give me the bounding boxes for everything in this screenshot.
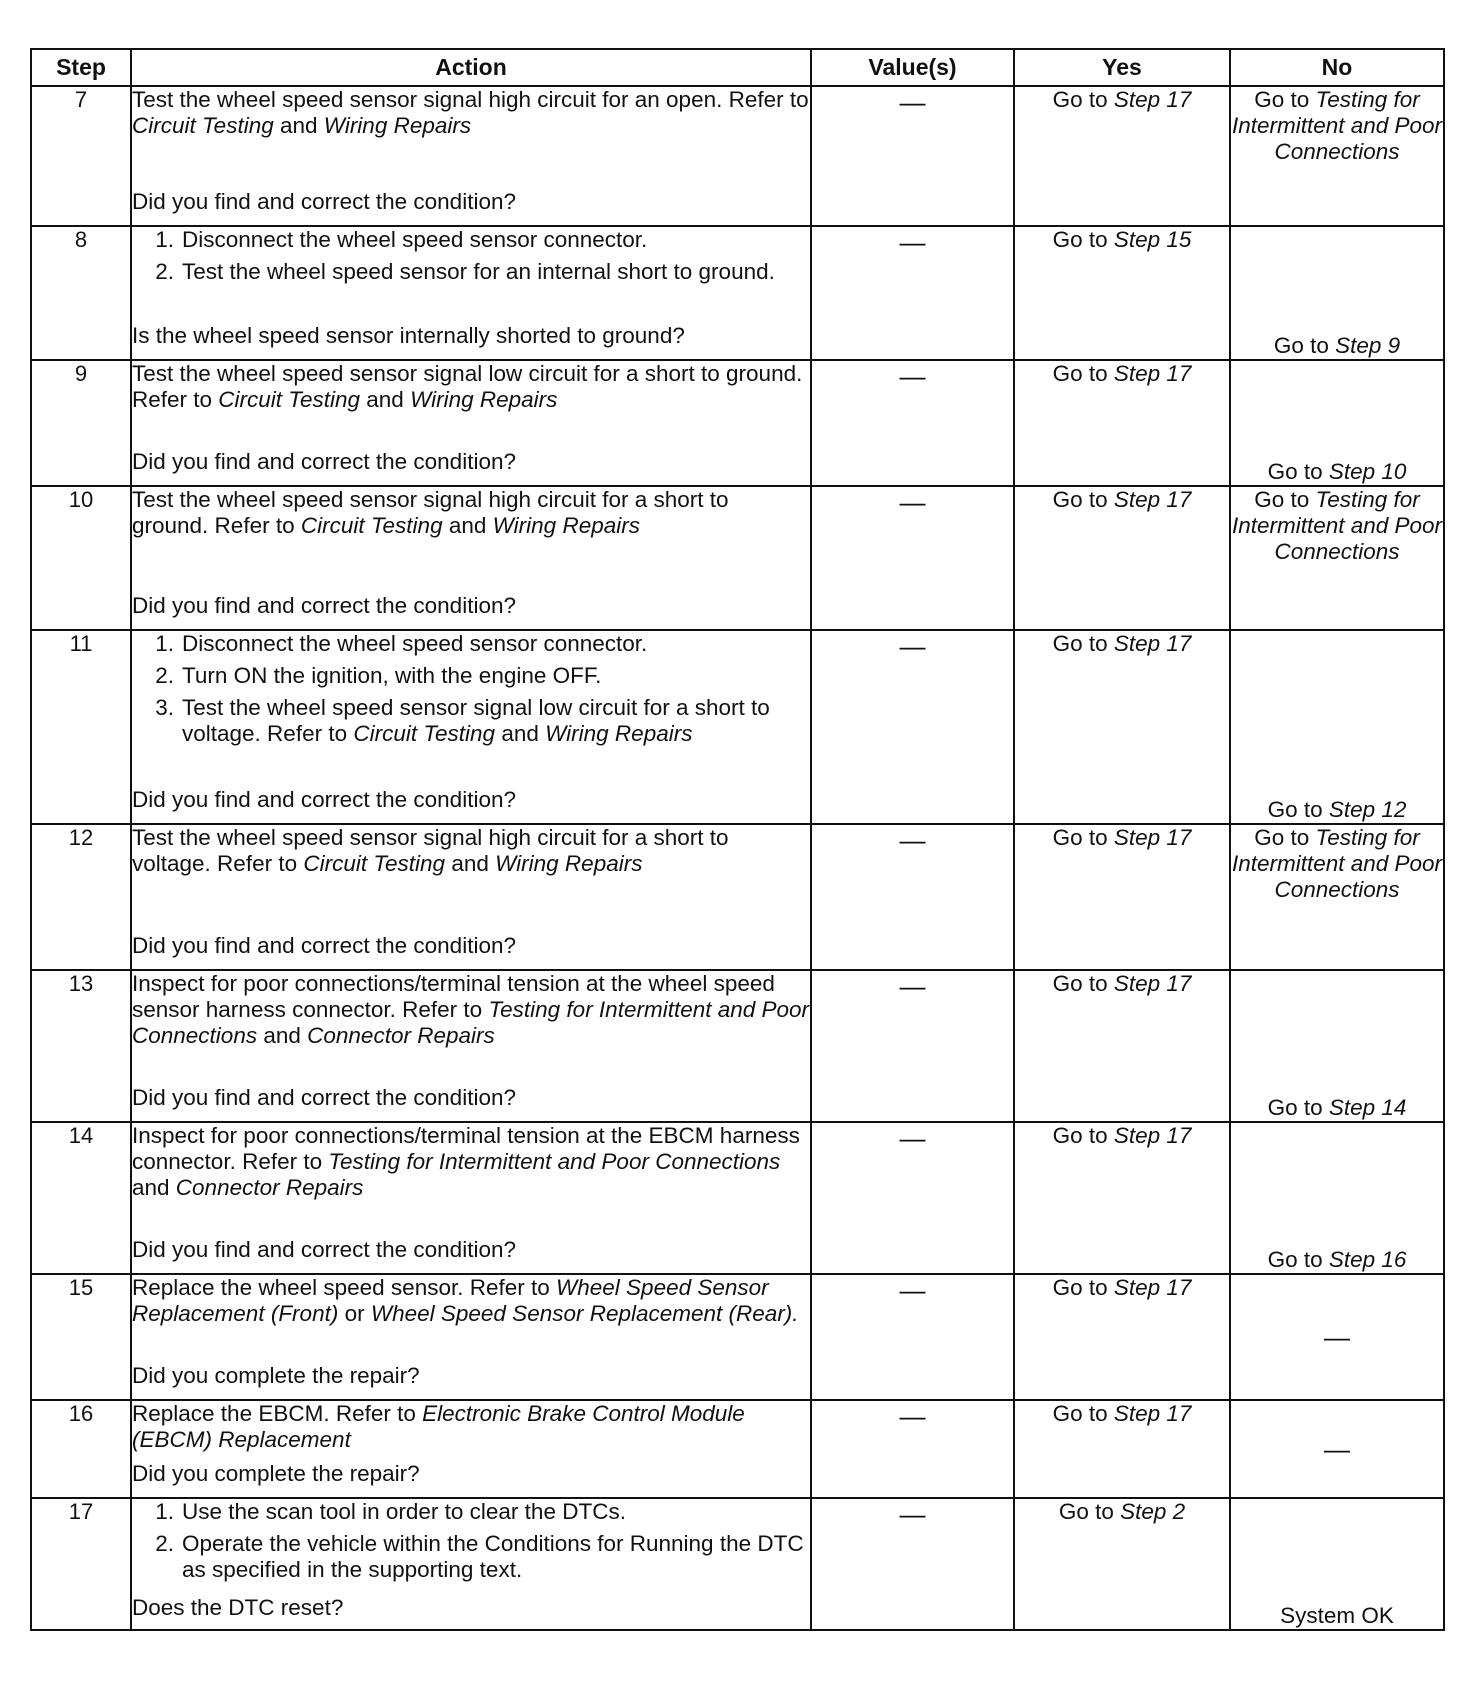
action-cell (131, 630, 811, 824)
value-cell: — (811, 970, 1014, 1122)
action-instruction (132, 825, 810, 877)
yes-reference: Step 17 (1113, 971, 1192, 996)
list-text (182, 259, 775, 285)
action-text: Disconnect the wheel speed sensor connector. (182, 631, 648, 656)
action-list (132, 631, 810, 747)
yes-text: Go to (1052, 971, 1114, 996)
yes-cell (1014, 630, 1230, 824)
list-number: 2. (155, 1531, 174, 1556)
no-text: Go to (1254, 825, 1316, 850)
no-cell (1230, 824, 1444, 970)
list-number: 1. (155, 631, 174, 656)
header-yes: Yes (1014, 49, 1230, 86)
step-number: 15 (31, 1274, 131, 1400)
step-number: 16 (31, 1400, 131, 1498)
value-cell: — (811, 1274, 1014, 1400)
yes-reference: Step 17 (1113, 631, 1192, 656)
yes-reference: Step 17 (1113, 487, 1192, 512)
action-reference: Circuit Testing (353, 721, 496, 746)
list-number: 3. (155, 695, 174, 720)
action-question: Did you find and correct the condition? (132, 787, 516, 812)
action-cell (131, 1122, 811, 1274)
no-text: — (1324, 1434, 1350, 1464)
value-cell: — (811, 824, 1014, 970)
table-row (31, 1400, 1444, 1498)
action-text: Disconnect the wheel speed sensor connector. (182, 227, 648, 252)
value-cell: — (811, 1400, 1014, 1498)
action-reference: Circuit Testing (218, 387, 361, 412)
no-text: Go to (1267, 1095, 1329, 1120)
no-text: — (1324, 1322, 1350, 1352)
action-cell (131, 1498, 811, 1630)
table-row (31, 1274, 1444, 1400)
yes-reference: Step 15 (1113, 227, 1192, 252)
action-cell (131, 86, 811, 226)
action-text: Use the scan tool in order to clear the DTCs. (182, 1499, 626, 1524)
list-number: 1. (155, 1499, 174, 1524)
step-number: 11 (31, 630, 131, 824)
action-reference: Circuit Testing (132, 113, 274, 138)
action-text: and (257, 1023, 308, 1048)
action-instruction (132, 1275, 810, 1327)
no-reference: Step 14 (1328, 1095, 1407, 1120)
yes-reference: Step 17 (1113, 1123, 1192, 1148)
value-cell: — (811, 486, 1014, 630)
table-row (31, 1498, 1444, 1630)
value-cell: — (811, 1498, 1014, 1630)
yes-text: Go to (1052, 361, 1114, 386)
no-text: Go to (1254, 87, 1316, 112)
action-text: Inspect for poor connections/terminal tension at the EBCM harness connector. Refer to (132, 1123, 800, 1174)
action-list-item (132, 631, 810, 657)
list-text (182, 663, 601, 689)
yes-cell (1014, 486, 1230, 630)
action-question: Did you complete the repair? (132, 1363, 420, 1388)
list-text (182, 1499, 626, 1525)
action-question: Is the wheel speed sensor internally shorted to ground? (132, 323, 685, 348)
action-list-item (132, 227, 810, 253)
yes-text: Go to (1052, 1123, 1114, 1148)
action-list (132, 227, 810, 285)
action-text: Inspect for poor connections/terminal tension at the wheel speed sensor harness connector. Refer to (132, 971, 775, 1022)
action-reference: Wiring Repairs (495, 851, 643, 876)
action-reference: Testing for Intermittent and Poor Connections (328, 1149, 781, 1174)
list-text (182, 695, 810, 747)
table-row (31, 360, 1444, 486)
action-reference: Electronic Brake Control Module (EBCM) Replacement (132, 1401, 745, 1452)
no-text: Go to (1254, 487, 1316, 512)
yes-text: Go to (1052, 1401, 1114, 1426)
action-reference: Circuit Testing (300, 513, 443, 538)
action-instruction (132, 1401, 810, 1453)
action-instruction (132, 1123, 810, 1201)
header-value: Value(s) (811, 49, 1014, 86)
table-row (31, 1122, 1444, 1274)
no-cell (1230, 630, 1444, 824)
yes-reference: Step 2 (1120, 1499, 1186, 1524)
action-text: and (445, 851, 496, 876)
action-reference: Wheel Speed Sensor Replacement (Rear). (370, 1301, 799, 1326)
yes-cell (1014, 1122, 1230, 1274)
header-action: Action (131, 49, 811, 86)
action-text: and (273, 113, 324, 138)
yes-reference: Step 17 (1113, 1275, 1192, 1300)
action-text: or (338, 1301, 371, 1326)
no-reference: Step 12 (1328, 797, 1407, 822)
yes-reference: Step 17 (1113, 825, 1192, 850)
table-row (31, 486, 1444, 630)
action-instruction (132, 87, 810, 139)
action-cell (131, 360, 811, 486)
step-number: 10 (31, 486, 131, 630)
yes-reference: Step 17 (1113, 87, 1192, 112)
no-text: Go to (1267, 797, 1329, 822)
yes-text: Go to (1052, 631, 1114, 656)
value-cell: — (811, 86, 1014, 226)
yes-text: Go to (1052, 87, 1114, 112)
yes-cell (1014, 86, 1230, 226)
action-cell (131, 1274, 811, 1400)
action-reference: Wiring Repairs (323, 113, 472, 138)
no-reference: Testing for Intermittent and Poor Connections (1231, 87, 1443, 164)
action-reference: Testing for Intermittent and Poor Connections (132, 997, 810, 1048)
list-number: 2. (155, 259, 174, 284)
action-list (132, 1499, 810, 1583)
table-body (31, 86, 1444, 1630)
action-text: Operate the vehicle within the Conditions for Running the DTC as specified in the supporting text. (182, 1531, 804, 1582)
step-number: 8 (31, 226, 131, 360)
no-cell (1230, 486, 1444, 630)
yes-cell (1014, 226, 1230, 360)
action-reference: Wiring Repairs (545, 721, 693, 746)
action-text: and (495, 721, 546, 746)
action-cell (131, 824, 811, 970)
yes-cell (1014, 1498, 1230, 1630)
action-cell (131, 486, 811, 630)
action-list-item (132, 663, 810, 689)
action-list-item (132, 1531, 810, 1583)
yes-cell (1014, 824, 1230, 970)
action-list-item (132, 259, 810, 285)
yes-text: Go to (1052, 825, 1114, 850)
yes-cell (1014, 1274, 1230, 1400)
action-text: and (360, 387, 411, 412)
action-question: Did you find and correct the condition? (132, 933, 516, 958)
no-cell (1230, 1122, 1444, 1274)
header-step: Step (31, 49, 131, 86)
value-cell: — (811, 360, 1014, 486)
no-reference: Testing for Intermittent and Poor Connections (1231, 825, 1443, 902)
step-number: 9 (31, 360, 131, 486)
action-text: Test the wheel speed sensor signal low circuit for a short to ground. Refer to (132, 361, 803, 412)
no-text: System OK (1280, 1603, 1394, 1628)
no-reference: Step 16 (1328, 1247, 1407, 1272)
action-text: Test the wheel speed sensor signal high circuit for a short to ground. Refer to (132, 487, 729, 538)
action-question: Did you find and correct the condition? (132, 593, 516, 618)
no-cell (1230, 1498, 1444, 1630)
yes-text: Go to (1058, 1499, 1121, 1524)
diagnostic-table (30, 48, 1445, 1631)
action-text: and (442, 513, 493, 538)
header-row (31, 49, 1444, 86)
header-no: No (1230, 49, 1444, 86)
step-number: 14 (31, 1122, 131, 1274)
no-cell (1230, 1400, 1444, 1498)
no-text: Go to (1267, 1247, 1329, 1272)
yes-text: Go to (1052, 487, 1114, 512)
table-row (31, 970, 1444, 1122)
yes-reference: Step 17 (1113, 1401, 1192, 1426)
action-text: Turn ON the ignition, with the engine OFF. (182, 663, 602, 688)
no-reference: Step 9 (1335, 333, 1401, 358)
table-row (31, 630, 1444, 824)
action-instruction (132, 971, 810, 1049)
action-question: Did you complete the repair? (132, 1461, 420, 1486)
value-cell: — (811, 1122, 1014, 1274)
table-row (31, 226, 1444, 360)
step-number: 17 (31, 1498, 131, 1630)
no-cell (1230, 1274, 1444, 1400)
action-text: Test the wheel speed sensor signal high circuit for a short to voltage. Refer to (132, 825, 729, 876)
action-reference: Wiring Repairs (410, 387, 558, 412)
no-text: Go to (1267, 459, 1329, 484)
step-number: 7 (31, 86, 131, 226)
yes-cell (1014, 1400, 1230, 1498)
yes-cell (1014, 360, 1230, 486)
no-cell (1230, 360, 1444, 486)
yes-cell (1014, 970, 1230, 1122)
value-cell: — (811, 630, 1014, 824)
action-text: Replace the EBCM. Refer to (132, 1401, 423, 1426)
action-cell (131, 970, 811, 1122)
yes-reference: Step 17 (1113, 361, 1192, 386)
no-cell (1230, 226, 1444, 360)
list-text (182, 227, 647, 253)
list-text (182, 1531, 810, 1583)
action-text: and (132, 1175, 176, 1200)
action-reference: Wheel Speed Sensor Replacement (Front) (132, 1275, 769, 1326)
action-question: Does the DTC reset? (132, 1595, 344, 1620)
action-list-item (132, 1499, 810, 1525)
action-reference: Connector Repairs (307, 1023, 495, 1048)
action-text: Replace the wheel speed sensor. Refer to (132, 1275, 557, 1300)
step-number: 12 (31, 824, 131, 970)
list-text (182, 631, 647, 657)
action-reference: Wiring Repairs (492, 513, 640, 538)
table-row (31, 86, 1444, 226)
yes-text: Go to (1052, 227, 1114, 252)
no-reference: Testing for Intermittent and Poor Connections (1231, 487, 1443, 564)
step-number: 13 (31, 970, 131, 1122)
no-reference: Step 10 (1328, 459, 1407, 484)
action-reference: Circuit Testing (303, 851, 446, 876)
action-question: Did you find and correct the condition? (132, 189, 516, 214)
no-cell (1230, 970, 1444, 1122)
value-cell: — (811, 226, 1014, 360)
no-cell (1230, 86, 1444, 226)
action-text: Test the wheel speed sensor for an internal short to ground. (182, 259, 775, 284)
action-list-item (132, 695, 810, 747)
action-question: Did you find and correct the condition? (132, 449, 516, 474)
list-number: 2. (155, 663, 174, 688)
action-instruction (132, 361, 810, 413)
action-instruction (132, 487, 810, 539)
no-text: Go to (1273, 333, 1336, 358)
action-text: Test the wheel speed sensor signal low circuit for a short to voltage. Refer to (182, 695, 770, 746)
action-text: Test the wheel speed sensor signal high circuit for an open. Refer to (132, 87, 809, 112)
action-question: Did you find and correct the condition? (132, 1237, 516, 1262)
action-question: Did you find and correct the condition? (132, 1085, 516, 1110)
action-reference: Connector Repairs (175, 1175, 364, 1200)
yes-text: Go to (1052, 1275, 1114, 1300)
table-row (31, 824, 1444, 970)
action-cell (131, 1400, 811, 1498)
list-number: 1. (155, 227, 174, 252)
action-cell (131, 226, 811, 360)
